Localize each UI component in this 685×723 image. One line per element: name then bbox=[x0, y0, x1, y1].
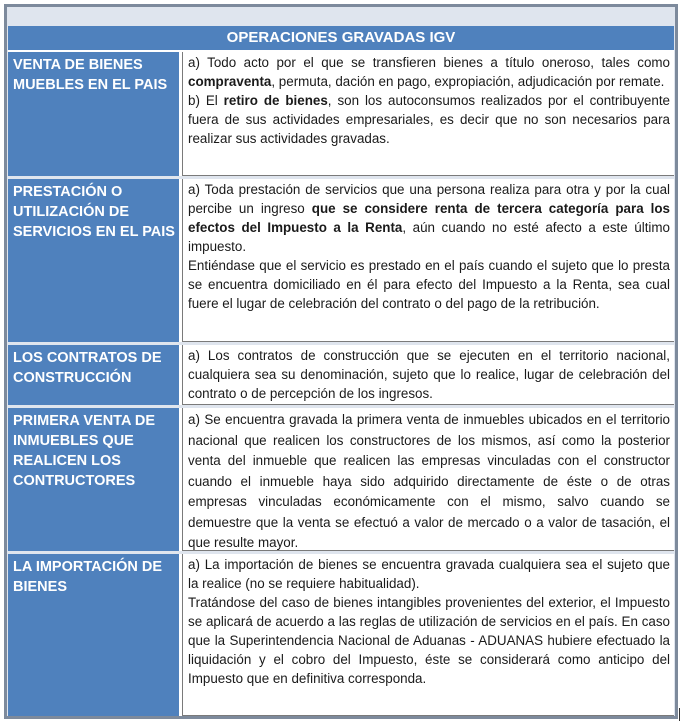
edge-mark bbox=[679, 708, 680, 721]
text: , aún cuando no esté afecto a este último impuesto. bbox=[188, 220, 670, 254]
table-row bbox=[8, 52, 674, 176]
bold-text: que se considere renta de tercera categoría para los efectos del Impuesto a la Renta bbox=[188, 201, 670, 235]
text: b) El bbox=[188, 93, 224, 108]
table-row bbox=[8, 554, 674, 716]
table-title: OPERACIONES GRAVADAS IGV bbox=[8, 26, 674, 52]
row-description bbox=[182, 179, 674, 342]
paragraph bbox=[188, 53, 670, 91]
row-label: PRESTACIÓN O UTILIZACIÓN DE SERVICIOS EN EL PAIS bbox=[8, 179, 182, 342]
row-label: LOS CONTRATOS DE CONSTRUCCIÓN bbox=[8, 345, 182, 405]
text: a) Toda prestación de servicios que una persona realiza para otra y por la cual percibe un ingreso bbox=[188, 182, 670, 216]
row-label: VENTA DE BIENES MUEBLES EN EL PAIS bbox=[8, 52, 182, 176]
paragraph bbox=[188, 91, 670, 148]
table-row bbox=[8, 179, 674, 342]
paragraph: Tratándose del caso de bienes intangibles provenientes del exterior, el Impuesto se aplicará de acuerdo a las reglas de utilización de servicios en el país. En caso que la Superintendencia Nacional de Aduanas - ADUANAS hubiere efectuado la liquidación y el cobro del Impuesto, éste se considerará como anticipo del Impuesto que en definitiva corresponda. bbox=[188, 595, 670, 686]
text: , son los autoconsumos realizados por el contribuyente fuera de sus actividades empresariales, es decir que no son necesarios para realizar sus actividades gravadas. bbox=[188, 93, 670, 146]
paragraph bbox=[188, 180, 670, 256]
row-description bbox=[182, 52, 674, 176]
text: , permuta, dación en pago, expropiación, adjudicación por remate. bbox=[271, 74, 665, 89]
row-label: LA IMPORTACIÓN DE BIENES bbox=[8, 554, 182, 716]
paragraph: Entiéndase que el servicio es prestado en el país cuando el sujeto que lo presta se encuentra domiciliado en él para efecto del Impuesto a la Renta, sea cual fuere el lugar de celebración del contrato o del pago de la retribución. bbox=[188, 258, 670, 311]
paragraph: a) La importación de bienes se encuentra gravada cualquiera sea el sujeto que la realice (no se requiere habitualidad). bbox=[188, 557, 670, 591]
text: a) Todo acto por el que se transfieren bienes a título oneroso, tales como bbox=[188, 55, 670, 70]
row-description bbox=[182, 408, 674, 551]
paragraph: a) Los contratos de construcción que se ejecuten en el territorio nacional, cualquiera sea su denominación, sujeto que lo realice, lugar de celebración del contrato o de percepción de los ingresos. bbox=[188, 348, 670, 401]
paragraph: a) Se encuentra gravada la primera venta de inmuebles ubicados en el territorio nacional que realicen los constructores de los mismos, así como la posterior venta del inmueble que realicen las empresas vinculadas con el constructor cuando el inmueble haya sido adquirido directamente de éste o de otras empresas vinculadas económicamente con el mismo, salvo cuando se demuestre que la venta se efectuó a valor de mercado o a valor de tasación, el que resulte mayor. bbox=[188, 412, 670, 550]
row-label: PRIMERA VENTA DE INMUEBLES QUE REALICEN LOS CONTRUCTORES bbox=[8, 408, 182, 551]
table-row bbox=[8, 345, 674, 405]
row-description bbox=[182, 554, 674, 716]
row-description bbox=[182, 345, 674, 405]
bold-text: retiro de bienes bbox=[223, 93, 328, 108]
bold-text: compraventa bbox=[188, 74, 272, 89]
table-row bbox=[8, 408, 674, 551]
